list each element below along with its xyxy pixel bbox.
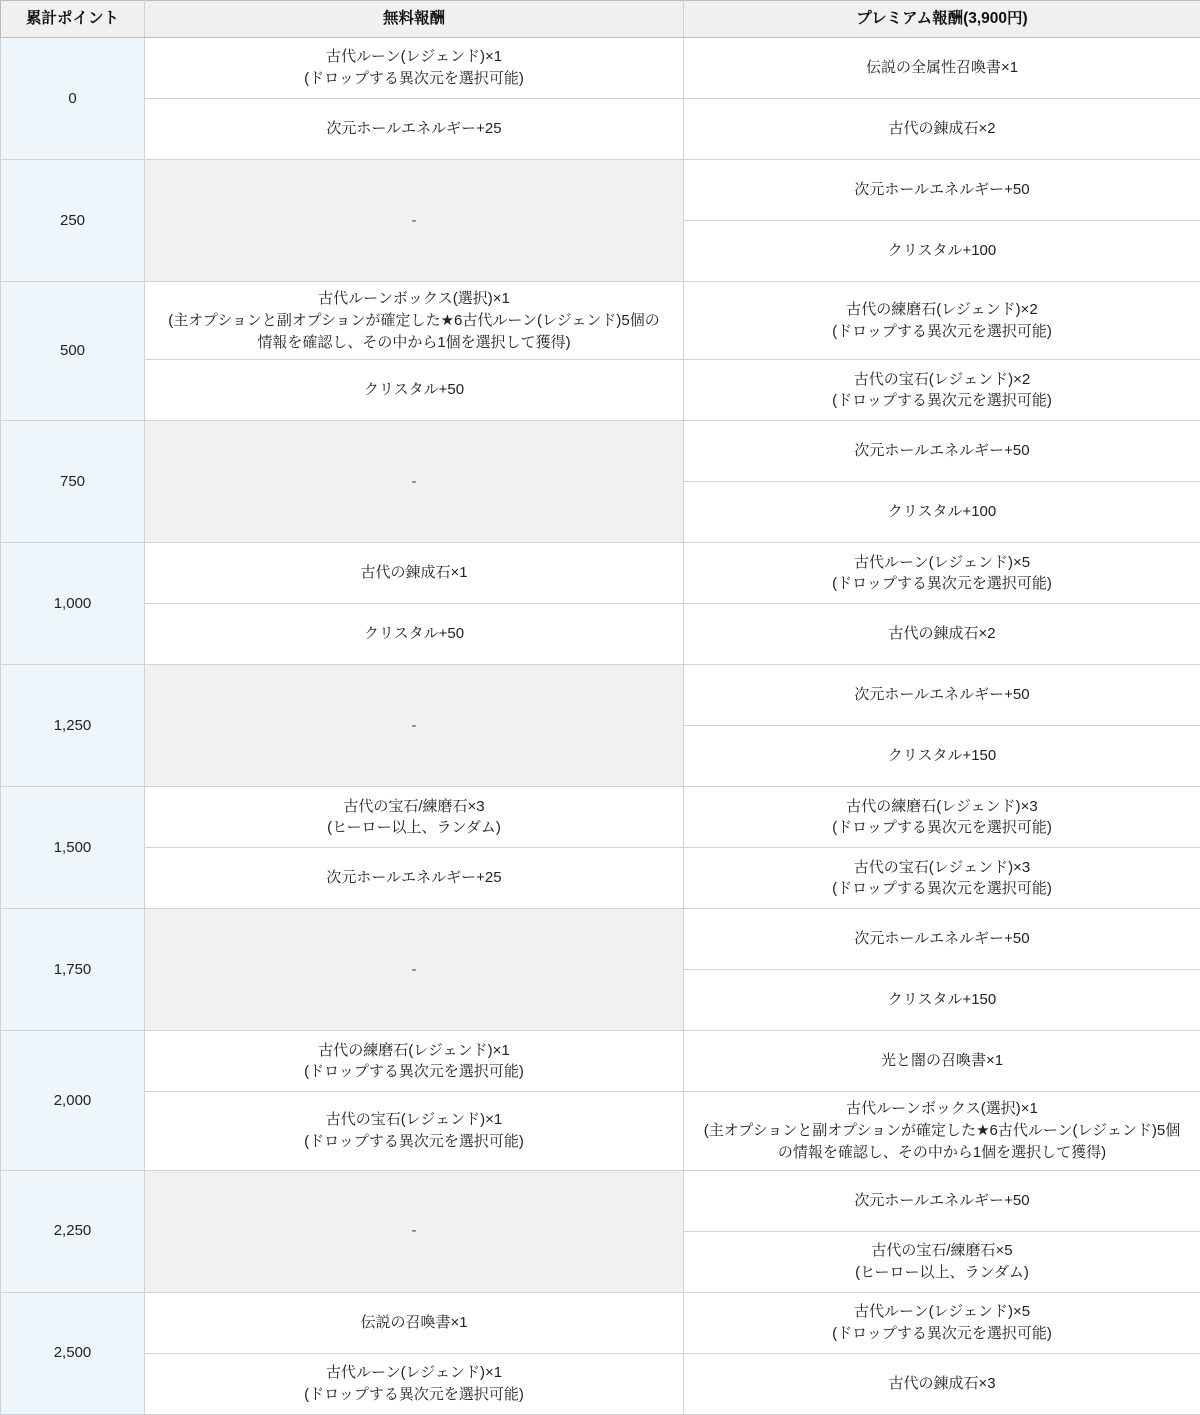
premium-reward-cell: [684, 604, 1200, 665]
premium-reward-cell: [684, 726, 1200, 787]
reward-text-line: 次元ホールエネルギー+50: [692, 684, 1192, 706]
reward-text-line: (ヒーロー以上、ランダム): [692, 1262, 1192, 1284]
premium-reward-cell: [684, 787, 1200, 848]
reward-text-line: 古代ルーン(レジェンド)×5: [692, 552, 1192, 574]
reward-text-line: (ドロップする異次元を選択可能): [153, 1061, 675, 1083]
reward-text-line: (主オプションと副オプションが確定した★6古代ルーン(レジェンド)5個: [692, 1120, 1192, 1142]
reward-text-line: 古代の宝石/練磨石×5: [692, 1240, 1192, 1262]
table-row: [1, 543, 1200, 604]
reward-text-line: 古代の錬成石×2: [692, 623, 1192, 645]
free-reward-cell: [145, 787, 684, 848]
reward-text-line: クリスタル+150: [692, 745, 1192, 767]
premium-reward-cell: [684, 38, 1200, 99]
table-row: [1, 160, 1200, 221]
column-header-free-reward: 無料報酬: [145, 1, 684, 38]
points-cell: 1,750: [1, 909, 145, 1031]
column-header-points: 累計ポイント: [1, 1, 145, 38]
reward-text-line: 古代の宝石(レジェンド)×1: [153, 1109, 675, 1131]
reward-text-line: 次元ホールエネルギー+50: [692, 1190, 1192, 1212]
reward-text-line: クリスタル+100: [692, 501, 1192, 523]
table-row: [1, 38, 1200, 99]
reward-text-line: (ドロップする異次元を選択可能): [692, 321, 1192, 343]
table-row: [1, 1031, 1200, 1092]
premium-reward-cell: [684, 99, 1200, 160]
free-reward-empty-cell: -: [145, 909, 684, 1031]
reward-text-line: クリスタル+50: [153, 379, 675, 401]
premium-reward-cell: [684, 970, 1200, 1031]
reward-text-line: 古代ルーン(レジェンド)×5: [692, 1301, 1192, 1323]
reward-text-line: クリスタル+150: [692, 989, 1192, 1011]
table-row: [1, 909, 1200, 970]
points-cell: 250: [1, 160, 145, 282]
reward-text-line: 次元ホールエネルギー+50: [692, 179, 1192, 201]
reward-text-line: 古代の宝石/練磨石×3: [153, 796, 675, 818]
premium-reward-cell: [684, 848, 1200, 909]
reward-text-line: 次元ホールエネルギー+50: [692, 928, 1192, 950]
points-cell: 2,000: [1, 1031, 145, 1170]
reward-text-line: 伝説の召喚書×1: [153, 1312, 675, 1334]
free-reward-cell: [145, 38, 684, 99]
reward-text-line: 古代の練磨石(レジェンド)×2: [692, 299, 1192, 321]
reward-text-line: 古代の宝石(レジェンド)×3: [692, 857, 1192, 879]
reward-text-line: 次元ホールエネルギー+25: [153, 118, 675, 140]
premium-reward-cell: [684, 482, 1200, 543]
free-reward-cell: [145, 360, 684, 421]
reward-text-line: 古代ルーン(レジェンド)×1: [153, 1362, 675, 1384]
points-cell: 750: [1, 421, 145, 543]
table-row: [1, 282, 1200, 360]
points-cell: 2,500: [1, 1292, 145, 1414]
reward-text-line: (ドロップする異次元を選択可能): [153, 1384, 675, 1406]
points-cell: 1,000: [1, 543, 145, 665]
reward-text-line: 古代の錬成石×1: [153, 562, 675, 584]
free-reward-empty-cell: -: [145, 421, 684, 543]
reward-text-line: 古代の錬成石×2: [692, 118, 1192, 140]
points-cell: 1,500: [1, 787, 145, 909]
free-reward-cell: [145, 543, 684, 604]
premium-reward-cell: [684, 1170, 1200, 1231]
reward-text-line: (ドロップする異次元を選択可能): [692, 1323, 1192, 1345]
reward-text-line: クリスタル+100: [692, 240, 1192, 262]
table-row: [1, 665, 1200, 726]
reward-text-line: (ドロップする異次元を選択可能): [153, 68, 675, 90]
points-cell: 500: [1, 282, 145, 421]
reward-text-line: 古代ルーンボックス(選択)×1: [153, 288, 675, 310]
premium-reward-cell: [684, 1353, 1200, 1414]
premium-reward-cell: [684, 665, 1200, 726]
premium-reward-cell: [684, 1031, 1200, 1092]
table-row: [1, 360, 1200, 421]
reward-text-line: 情報を確認し、その中から1個を選択して獲得): [153, 332, 675, 354]
table-row: [1, 99, 1200, 160]
reward-text-line: (ドロップする異次元を選択可能): [692, 817, 1192, 839]
points-cell: 0: [1, 38, 145, 160]
reward-text-line: (ドロップする異次元を選択可能): [692, 390, 1192, 412]
reward-text-line: 古代の宝石(レジェンド)×2: [692, 369, 1192, 391]
table-row: [1, 1170, 1200, 1231]
reward-text-line: クリスタル+50: [153, 623, 675, 645]
premium-reward-cell: [684, 543, 1200, 604]
premium-reward-cell: [684, 360, 1200, 421]
premium-reward-cell: [684, 421, 1200, 482]
free-reward-cell: [145, 848, 684, 909]
premium-reward-cell: [684, 1231, 1200, 1292]
free-reward-cell: [145, 99, 684, 160]
header-row: [1, 1, 1200, 38]
table-row: [1, 1353, 1200, 1414]
reward-text-line: (ドロップする異次元を選択可能): [153, 1131, 675, 1153]
reward-text-line: 光と闇の召喚書×1: [692, 1050, 1192, 1072]
reward-text-line: (ヒーロー以上、ランダム): [153, 817, 675, 839]
reward-text-line: 古代の練磨石(レジェンド)×1: [153, 1040, 675, 1062]
reward-text-line: (ドロップする異次元を選択可能): [692, 878, 1192, 900]
free-reward-cell: [145, 282, 684, 360]
reward-text-line: 伝説の全属性召喚書×1: [692, 57, 1192, 79]
reward-text-line: (ドロップする異次元を選択可能): [692, 573, 1192, 595]
table-header: [1, 1, 1200, 38]
reward-text-line: 古代ルーン(レジェンド)×1: [153, 46, 675, 68]
table-row: [1, 1292, 1200, 1353]
reward-text-line: 次元ホールエネルギー+50: [692, 440, 1192, 462]
table-row: [1, 604, 1200, 665]
free-reward-cell: [145, 1353, 684, 1414]
premium-reward-cell: [684, 282, 1200, 360]
premium-reward-cell: [684, 1092, 1200, 1170]
premium-reward-cell: [684, 160, 1200, 221]
free-reward-cell: [145, 1292, 684, 1353]
table-row: [1, 848, 1200, 909]
reward-text-line: 古代の練磨石(レジェンド)×3: [692, 796, 1192, 818]
points-cell: 1,250: [1, 665, 145, 787]
premium-reward-cell: [684, 221, 1200, 282]
table-row: [1, 421, 1200, 482]
points-cell: 2,250: [1, 1170, 145, 1292]
reward-text-line: (主オプションと副オプションが確定した★6古代ルーン(レジェンド)5個の: [153, 310, 675, 332]
free-reward-cell: [145, 604, 684, 665]
reward-text-line: 古代の錬成石×3: [692, 1373, 1192, 1395]
table-row: [1, 1092, 1200, 1170]
premium-reward-cell: [684, 1292, 1200, 1353]
free-reward-empty-cell: -: [145, 665, 684, 787]
column-header-premium-reward: プレミアム報酬(3,900円): [684, 1, 1200, 38]
free-reward-empty-cell: -: [145, 1170, 684, 1292]
table-body: [1, 38, 1200, 1415]
reward-text-line: の情報を確認し、その中から1個を選択して獲得): [692, 1142, 1192, 1164]
free-reward-cell: [145, 1031, 684, 1092]
reward-text-line: 古代ルーンボックス(選択)×1: [692, 1098, 1192, 1120]
free-reward-cell: [145, 1092, 684, 1170]
premium-reward-cell: [684, 909, 1200, 970]
table-row: [1, 787, 1200, 848]
free-reward-empty-cell: -: [145, 160, 684, 282]
reward-text-line: 次元ホールエネルギー+25: [153, 867, 675, 889]
